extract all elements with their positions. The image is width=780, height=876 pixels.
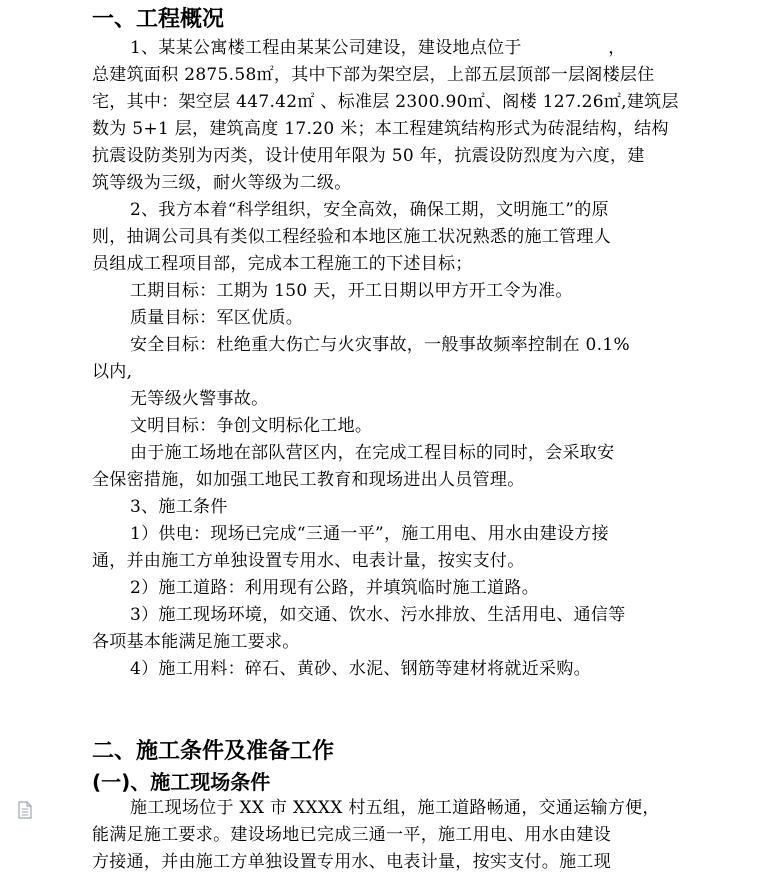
paragraph-line: 员组成工程项目部，完成本工程施工的下述目标； [92,254,473,274]
list-item: 4）施工用料：碎石、黄砂、水泥、钢筋等建材将就近采购。 [130,659,591,679]
safety-target: 安全目标：杜绝重大伤亡与火灾事故，一般事故频率控制在 0.1% [130,335,630,355]
list-item: 3）施工现场环境，如交通、饮水、污水排放、生活用电、通信等 [130,605,626,625]
paragraph-line: 各项基本能满足施工要求。 [92,632,300,652]
section-2-heading: 二、施工条件及准备工作 [92,739,335,764]
paragraph-line: 数为 5+1 层，建筑高度 17.20 米；本工程建筑结构形式为砖混结构，结构 [92,119,669,139]
paragraph-line: 总建筑面积 2875.58㎡，其中下部为架空层，上部五层顶部一层阁楼层住 [92,65,655,85]
schedule-target: 工期目标：工期为 150 天，开工日期以甲方开工令为准。 [130,281,573,301]
paragraph-line: 由于施工场地在部队营区内，在完成工程目标的同时，会采取安 [130,443,615,463]
list-item: 1）供电：现场已完成“三通一平”，施工用电、用水由建设方接 [130,524,609,544]
paragraph-line: 通，并由施工方单独设置专用水、电表计量，按实支付。 [92,551,525,571]
paragraph-line: 宅，其中：架空层 447.42㎡ 、标准层 2300.90㎡、阁楼 127.26㎡,建筑层 [92,92,679,112]
paragraph-line: 则，抽调公司具有类似工程经验和本地区施工状况熟悉的施工管理人 [92,227,611,247]
paragraph-line: 筑等级为三级，耐火等级为二级。 [92,173,352,193]
document-icon[interactable] [17,801,33,819]
paragraph-line: 1、某某公寓楼工程由某某公司建设，建设地点位于 ， [130,38,626,58]
section-1-heading: 一、工程概况 [92,7,225,32]
subsection-heading: 3、施工条件 [130,497,228,517]
paragraph-line: 能满足施工要求。建设场地已完成三通一平，施工用电、用水由建设 [92,825,611,845]
quality-target: 质量目标：军区优质。 [130,308,303,328]
paragraph-line: 方接通，并由施工方单独设置专用水、电表计量，按实支付。施工现 [92,852,611,872]
subsection-1-heading: (一)、施工现场条件 [92,770,271,794]
paragraph-line: 抗震设防类别为丙类，设计使用年限为 50 年，抗震设防烈度为六度，建 [92,146,645,166]
paragraph-line: 施工现场位于 XX 市 XXXX 村五组，施工道路畅通，交通运输方便， [130,798,660,818]
paragraph-line: 无等级火警事故。 [130,389,269,409]
list-item: 2）施工道路：利用现有公路，并填筑临时施工道路。 [130,578,540,598]
civilization-target: 文明目标：争创文明标化工地。 [130,416,373,436]
paragraph-line: 全保密措施，如加强工地民工教育和现场进出人员管理。 [92,470,525,490]
paragraph-line: 以内, [92,362,133,382]
paragraph-line: 2、我方本着“科学组织，安全高效，确保工期，文明施工”的原 [130,200,609,220]
